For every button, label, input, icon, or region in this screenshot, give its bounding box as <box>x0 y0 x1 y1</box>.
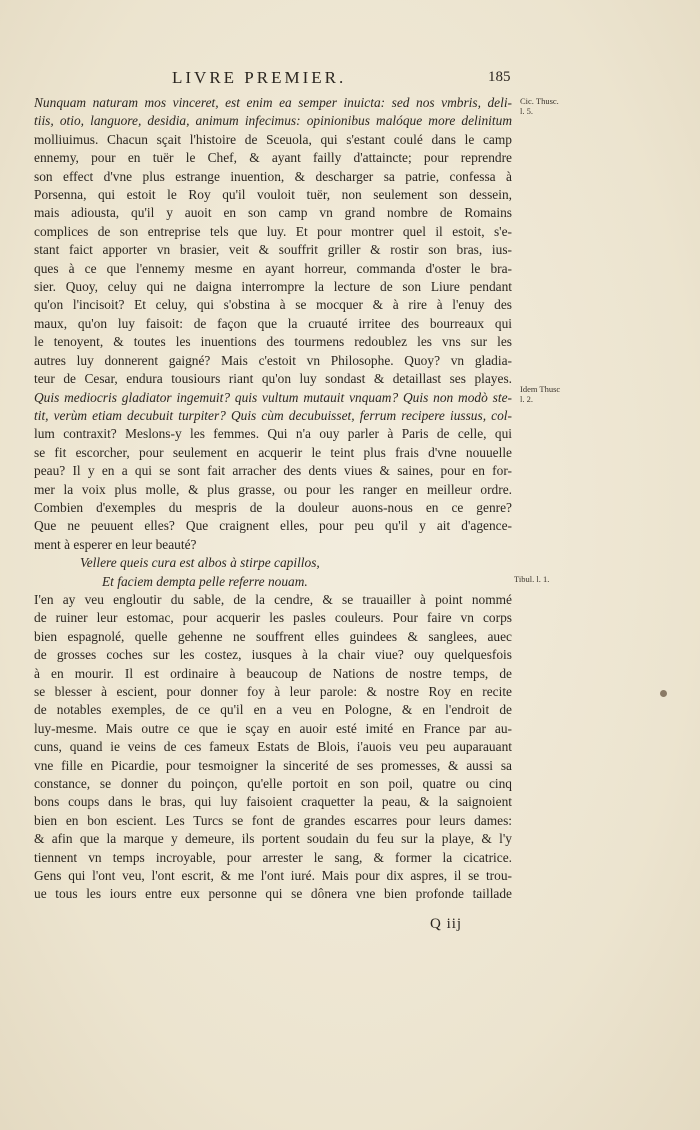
text-line: Gens qui l'ont veu, l'ont escrit, & me l'ont iuré. Mais pour dix aspres, il se trou- <box>34 868 512 884</box>
text-line: bien en bon escient. Les Turcs se font de grandes escarres pour leurs dames: <box>34 812 512 828</box>
margin-note-tibul: Tibul. l. 1. <box>514 574 550 584</box>
margin-note-idem: Idem Thusc l. 2. <box>520 384 561 404</box>
text-line: Porsenna, qui estoit le Roy qu'il vouloit tuër, non seulement son dessein, <box>34 187 512 203</box>
text-line: constance, se donner du poinçon, qu'elle portoit en son poil, quatre ou cinq <box>34 776 512 792</box>
text-line: Combien d'exemples du mespris de la douleur auons-nous en ce genre? <box>34 499 512 515</box>
verse-line: Vellere queis cura est albos à stirpe capillos, <box>80 555 320 571</box>
text-line: tiennent vn temps incroyable, pour arrester le sang, & former la cicatrice. <box>34 849 512 865</box>
text-line: à en mourir. Il est ordinaire à beaucoup de Nations de nostre temps, de <box>34 665 512 681</box>
text-line: mer la voix plus molle, & plus grasse, ou pour les ranger en meilleur ordre. <box>34 481 512 497</box>
page-number: 185 <box>488 69 511 85</box>
text-line: ques à ce que l'ennemy mesme en ayant horreur, commanda d'oster le bra- <box>34 260 512 276</box>
text-line: & afin que la marque y demeure, ils portent soudain du feu sur la playe, & l'y <box>34 831 512 847</box>
text-line: son effect d'vne plus estrange inuention, & descharger sa patrie, confessa à <box>34 168 512 184</box>
text-line: Nunquam naturam mos vinceret, est enim ea semper inuicta: sed nos vmbris, deli- <box>34 95 512 110</box>
text-line: Que ne peuuent elles? Que craignent elles, pour peu qu'il y ait d'agence- <box>34 518 512 534</box>
text-line: cuns, quand ie veins de ces fameux Estats de Blois, i'auois veu peu auparauant <box>34 739 512 755</box>
text-line: ue tous les iours entre eux personne qui se dônera vne bien profonde taillade <box>34 886 512 902</box>
text-line: lum contraxit? Meslons-y les femmes. Qui n'a ouy parler à Paris de celle, qui <box>34 426 512 442</box>
text-line: Quis mediocris gladiator ingemuit? quis vultum mutauit vnquam? Quis non modò ste- <box>34 389 512 405</box>
text-line: le tenoyent, & toutes les inuentions des tourmens redoublez les vns sur les <box>34 334 512 350</box>
text-line: I'en ay veu engloutir du sable, de la cendre, & se trauailler à point nommé <box>34 591 512 607</box>
text-line: de ruiner leur estomac, pour acquerir les pasles couleurs. Pour faire vn corps <box>34 610 512 626</box>
signature-mark: Q iij <box>430 916 463 932</box>
text-line: se fit escorcher, pour seulement en acquerir le teint plus frais d'vne nouuelle <box>34 444 512 460</box>
margin-note-cic: Cic. Thusc. l. 5. <box>520 96 559 116</box>
text-line: ennemy, pour en tuër le Chef, & ayant failly d'attaincte; pour reprendre <box>34 150 512 166</box>
text-line: molliuimus. Chacun sçait l'histoire de Sceuola, qui s'estant coulé dans le camp <box>34 131 512 147</box>
text-line: peau? Il y en a qui se sont fait arracher des dents viues & saines, pour en for- <box>34 463 512 479</box>
text-line: ment à esperer en leur beauté? <box>34 536 197 552</box>
text-line: sier. Quoy, celuy qui ne daigna interrompre la lecture de son Liure pendant <box>34 279 512 295</box>
text-line: qu'on l'incisoit? Et celuy, qui s'obstina à se mocquer & à rire à l'enuy des <box>34 297 512 313</box>
ink-spot <box>660 690 667 697</box>
body-text <box>34 94 512 904</box>
text-line: maux, qu'on luy faisoit: de façon que la cruauté irritee des bourreaux qui <box>34 315 512 331</box>
text-line: teur de Cesar, endura tousiours riant qu'on luy sondast & detaillast ses playes. <box>34 371 512 387</box>
text-line: tiis, otio, languore, desidia, animum infecimus: opinionibus malóque more delinitum <box>34 113 512 129</box>
running-head: LIVRE PREMIER. <box>172 68 347 87</box>
text-line: stant faict apporter vn brasier, veit & souffrit griller & rostir son bras, ius- <box>34 242 512 258</box>
text-line: bien espagnolé, quelle gehenne ne souffrent elles guindees & sanglees, auec <box>34 628 512 644</box>
text-line: autres luy donnerent gaigné? Mais c'estoit vn Philosophe. Quoy? vn gladia- <box>34 352 512 368</box>
text-line: bons coups dans le bras, qui luy faisoient craquetter la peau, & la saignoient <box>34 794 512 810</box>
text-line: luy-mesme. Mais outre ce que ie sçay en auoir esté imité en France par au- <box>34 720 512 736</box>
text-line: se blesser à escient, pour donner foy à leur parole: & nostre Roy en recite <box>34 684 512 699</box>
text-line: vne fille en Picardie, pour tesmoigner la sincerité de ses promesses, & aussi sa <box>34 757 512 773</box>
text-line: de notables exemples, de ce qu'il en a veu en Pologne, & en l'endroit de <box>34 702 512 718</box>
text-line: mais adiousta, qu'il y auoit en son camp vn grand nombre de Romains <box>34 205 512 221</box>
verse-line: Et faciem dempta pelle referre nouam. <box>102 573 308 589</box>
text-line: tit, verùm etiam decubuit turpiter? Quis cùm decubuisset, ferrum recipere iussus, col- <box>34 407 512 423</box>
text-line: de grosses coches sur les costez, iusques à la chair viue? ouy quelquesfois <box>34 647 512 663</box>
text-line: complices de son entreprise tels que luy. Et pour montrer quel il estoit, s'e- <box>34 223 512 239</box>
